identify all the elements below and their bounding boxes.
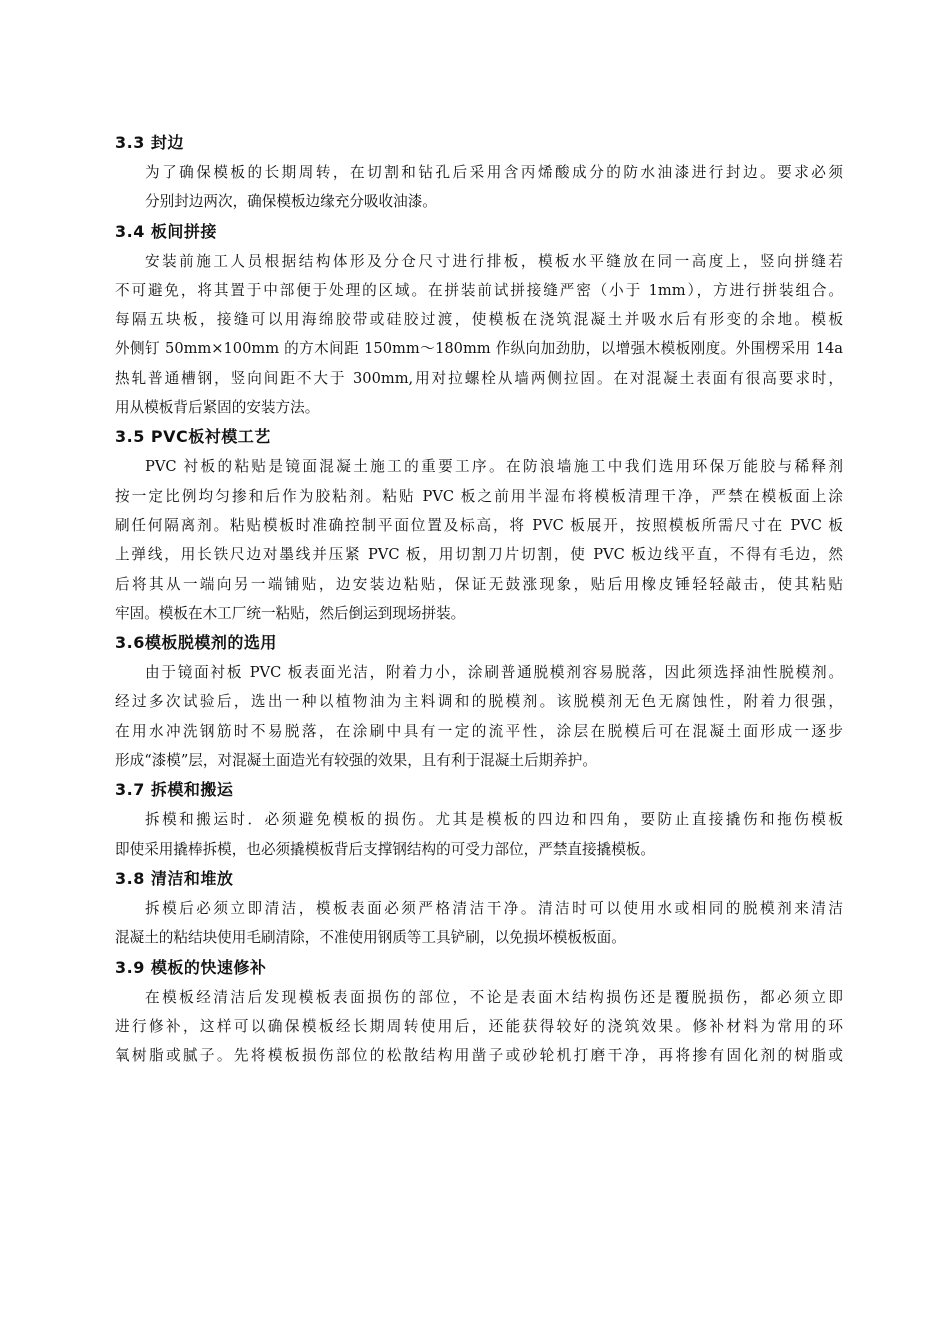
section-heading: 3.7 拆模和搬运 [115,780,234,800]
text-line: 混凝土的粘结块使用毛刷清除，不准使用钢质等工具铲刷，以免损坏模板板面。 [115,929,626,947]
text-line: 每隔五块板，接缝可以用海绵胶带或硅胶过渡，使模板在浇筑混凝土并吸水后有形变的余地。模板 [115,311,843,329]
text-line: 拆模和搬运时．必须避免模板的损伤。尤其是模板的四边和四角，要防止直接撬伤和拖伤模板 [145,811,843,829]
text-line: 按一定比例均匀掺和后作为胶粘剂。粘贴 PVC 板之前用半湿布将模板清理干净，严禁在模板面上涂 [115,487,843,505]
text-line: 在用水冲洗钢筋时不易脱落，在涂刷中具有一定的流平性，涂层在脱模后可在混凝土面形成一逐步 [115,722,843,740]
section-heading: 3.5 PVC板衬模工艺 [115,427,271,447]
section-paragraph [115,247,843,423]
section-3-7 [115,775,843,864]
document-page [115,128,843,1070]
text-line: 为了确保模板的长期周转，在切割和钻孔后采用含丙烯酸成分的防水油漆进行封边。要求必须 [145,164,843,181]
section-3-8 [115,864,843,953]
text-line: 后将其从一端向另一端铺贴，边安装边粘贴，保证无鼓涨现象，贴后用橡皮锤轻轻敲击，使其粘贴 [115,575,843,593]
text-line: 形成“漆模”层，对混凝土面造光有较强的效果，且有利于混凝土后期养护。 [115,752,597,770]
text-line: 在模板经清洁后发现模板表面损伤的部位，不论是表面木结构损伤还是覆脱损伤，都必须立即 [145,988,843,1006]
text-line: PVC 衬板的粘贴是镜面混凝土施工的重要工序。在防浪墙施工中我们选用环保万能胶与稀释剂 [145,458,843,476]
section-heading: 3.3 封边 [115,133,184,152]
section-heading: 3.9 模板的快速修补 [115,957,267,977]
text-line: 外侧钉 50mm×100mm 的方木间距 150mm～180mm 作纵向加劲肋，以增强木模板刚度。外围楞采用 14a [115,340,843,358]
section-heading: 3.8 清洁和堆放 [115,868,234,888]
text-line: 热轧普通槽钢，竖向间距不大于 300mm,用对拉螺栓从墙两侧拉固。在对混凝土表面有很高要求时， [115,369,843,387]
section-3-9 [115,953,843,1071]
text-line: 牢固。模板在木工厂统一粘贴，然后倒运到现场拼装。 [115,604,466,622]
text-line: 安装前施工人员根据结构体形及分仓尺寸进行排板，模板水平缝放在同一高度上，竖向拼缝若 [145,252,843,270]
section-heading: 3.4 板间拼接 [115,221,217,241]
section-paragraph [115,983,843,1071]
text-line: 进行修补，这样可以确保模板经长期周转使用后，还能获得较好的浇筑效果。修补材料为常用的环 [115,1017,843,1035]
section-3-3 [115,128,843,217]
section-paragraph [115,658,843,775]
section-paragraph [115,894,843,953]
text-line: 由于镜面衬板 PVC 板表面光洁，附着力小，涂刷普通脱模剂容易脱落，因此须选择油性脱模剂。 [145,664,843,682]
section-paragraph [115,805,843,864]
section-3-4 [115,217,843,423]
text-line: 即使采用撬棒拆模，也必须撬模板背后支撑钢结构的可受力部位，严禁直接撬模板。 [115,840,655,858]
text-line: 用从模板背后紧固的安装方法。 [115,399,320,417]
text-line: 刷任何隔离剂。粘贴模板时准确控制平面位置及标高，将 PVC 板展开，按照模板所需尺寸在 PVC 板 [115,516,843,534]
section-paragraph [115,452,843,628]
text-line: 上弹线，用长铁尺边对墨线并压紧 PVC 板，用切割刀片切割，使 PVC 板边线平直，不得有毛边，然 [115,546,843,564]
section-paragraph [115,158,843,217]
text-line: 拆模后必须立即清洁，模板表面必须严格清洁干净。清洁时可以使用水或相同的脱模剂来清洁 [145,899,843,917]
text-line: 分别封边两次，确保模板边缘充分吸收油漆。 [145,193,437,211]
text-line: 氧树脂或腻子。先将模板损伤部位的松散结构用凿子或砂轮机打磨干净，再将掺有固化剂的树脂或 [115,1047,843,1065]
section-heading: 3.6模板脱模剂的选用 [115,633,277,653]
section-3-6 [115,628,843,775]
section-3-5 [115,422,843,628]
text-line: 不可避免，将其置于中部便于处理的区域。在拼装前试拼接缝严密（小于 1mm），方进行拼装组合。 [115,281,843,299]
text-line: 经过多次试验后，选出一种以植物油为主料调和的脱模剂。该脱模剂无色无腐蚀性，附着力很强， [115,693,843,711]
